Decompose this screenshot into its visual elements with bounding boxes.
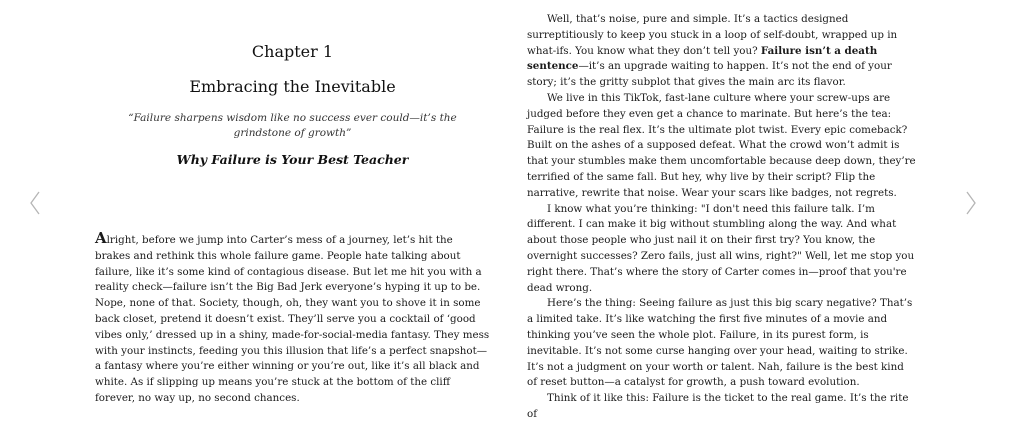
drop-cap: A (95, 229, 107, 247)
paragraph-1-bold: Failure isn’t a death sentence (527, 44, 878, 73)
body-paragraph (95, 231, 490, 407)
chapter-number: Chapter 1 (251, 42, 334, 61)
next-page-button[interactable] (964, 190, 978, 216)
previous-page-button[interactable] (28, 190, 42, 216)
left-page (95, 0, 490, 404)
paragraph-1-text-end: —it’s an upgrade waiting to happen. It’s not the end of your story; it’s the gritty subplot that gives the main arc its flavor. (527, 60, 892, 89)
right-page (527, 12, 917, 423)
paragraph-2: We live in this TikTok, fast-lane culture where your screw-ups are judged before they even get a chance to marinate. But here’s the tea: Failure is the real flex. It’s the ultimate plot twist. Every epic comeback? Built on the ashes of a supposed defeat. What the crowd won’t admit is that your stumbles make them uncomfortable because deep down, they’re terrified of the same fall. But hey, why live by their script? Flip the narrative, rewrite that noise. Wear your scars like badges, not regrets. (527, 91, 916, 199)
paragraph-5: Think of it like this: Failure is the ticket to the real game. It’s the rite of (527, 392, 909, 420)
section-heading: Why Failure is Your Best Teacher (176, 152, 409, 167)
chapter-title: Embracing the Inevitable (189, 77, 396, 96)
epigraph: “Failure sharpens wisdom like no success ever could—it’s the grindstone of growth” (128, 112, 457, 139)
paragraph-3: I know what you’re thinking: "I don't need this failure talk. I’m different. I can make it big without stumbling along the way. And what about those people who just nail it on their first try? You know, the overnight successes? Zero fails, just all wins, right?" Well, let me stop you right there. That’s where the story of Carter comes in—proof that you're dead wrong. (527, 202, 915, 294)
paragraph-1 (527, 12, 917, 91)
chevron-left-icon (28, 190, 42, 216)
body-text: lright, before we jump into Carter’s mess of a journey, let’s hit the brakes and rethink this whole failure game. People hate talking about failure, like it’s some kind of contagious disease. But let me hit you with a reality check—failure isn’t the Big Bad Jerk everyone’s hyping it up to be. Nope, none of that. Society, though, oh, they want you to shove it in some back closet, pretend it doesn’t exist. They’ll serve you a cocktail of ‘good vibes only,’ dressed up in a shiny, made-for-social-media fantasy. They mess with your instincts, feeding you this illusion that life’s a perfect snapshot—a fantasy where you’re either winning or you’re out, like it’s all black and white. As if slipping up means you’re stuck at the bottom of the cliff forever, no way up, no second chances. (95, 234, 490, 404)
paragraph-4: Here’s the thing: Seeing failure as just this big scary negative? That’s a limited take. It’s like watching the first five minutes of a movie and thinking you’ve seen the whole plot. Failure, in its purest form, is inevitable. It’s not some curse hanging over your head, waiting to strike. It’s not a judgment on your worth or talent. Nah, failure is the best kind of reset button—a catalyst for growth, a push toward evolution. (527, 297, 913, 389)
paragraph-1-text-start: Well, that’s noise, pure and simple. It’s a tactics designed surreptitiously to keep you stuck in a loop of self-doubt, wrapped up in what-ifs. You know what they don’t tell you? (527, 13, 898, 57)
chevron-right-icon (964, 190, 978, 216)
